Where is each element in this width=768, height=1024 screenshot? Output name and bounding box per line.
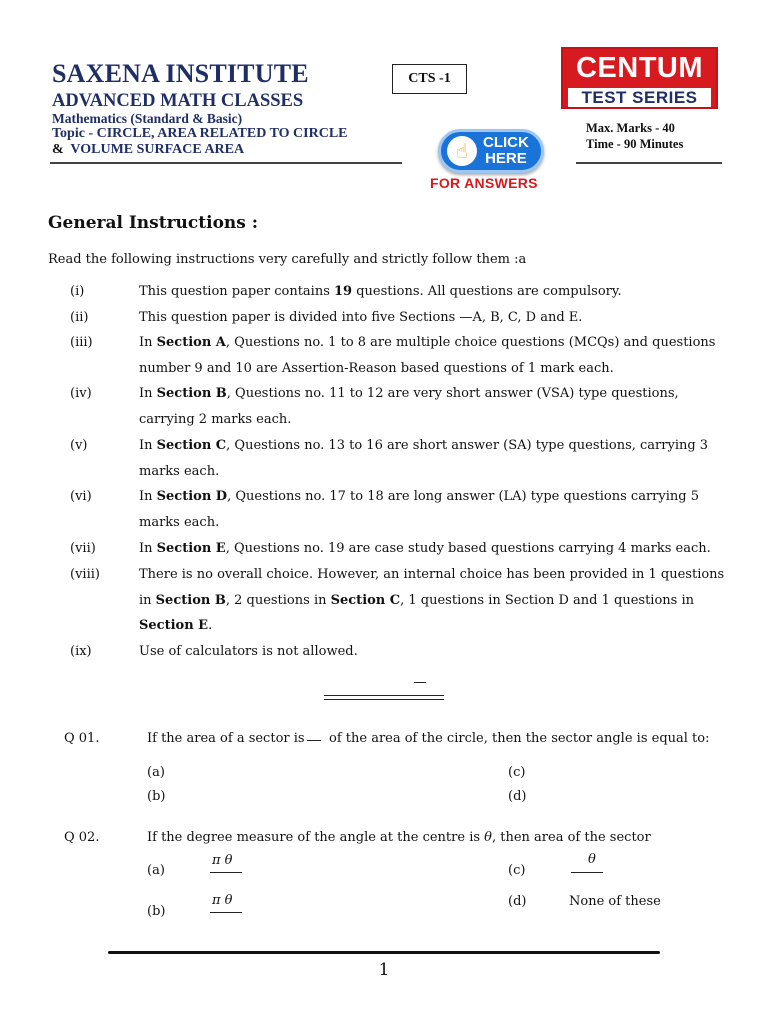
click-here-label bbox=[483, 135, 529, 167]
instruction-text-part: This question paper contains bbox=[139, 284, 334, 299]
institute-name: SAXENA INSTITUTE bbox=[52, 59, 309, 88]
instructions-intro: Read the following instructions very carefully and strictly follow them :a bbox=[48, 252, 527, 267]
option-c-label[interactable]: (c) bbox=[508, 765, 526, 780]
instruction-text-part: , Questions no. 1 to 8 are multiple choice questions (MCQs) and questions bbox=[225, 335, 716, 350]
fraction-bar bbox=[210, 912, 242, 913]
instruction-text-part: number 9 and 10 are Assertion-Reason based questions of 1 mark each. bbox=[139, 360, 614, 376]
click-here-button[interactable] bbox=[438, 129, 544, 173]
footer-divider bbox=[108, 951, 660, 954]
centum-logo bbox=[561, 47, 718, 109]
centum-logo-title: CENTUM bbox=[575, 52, 704, 84]
topic-line-2-text: VOLUME SURFACE AREA bbox=[70, 142, 245, 157]
instruction-number: (iv) bbox=[70, 386, 92, 401]
theta-symbol: θ bbox=[484, 830, 492, 845]
fraction-bar bbox=[571, 872, 603, 873]
option-d-label[interactable]: (d) bbox=[508, 894, 527, 909]
test-code-box: CTS -1 bbox=[392, 64, 467, 94]
instruction-number: (ii) bbox=[70, 310, 89, 325]
separator-dash bbox=[414, 682, 426, 683]
instruction-text bbox=[139, 536, 729, 562]
instruction-bold: Section E bbox=[156, 541, 226, 556]
instruction-bold: Section E bbox=[139, 618, 209, 634]
question-text-part: , then area of the sector bbox=[492, 830, 651, 845]
instruction-bold: Section C bbox=[156, 438, 227, 453]
question-number: Q 02. bbox=[64, 830, 100, 845]
instruction-text-part: , 2 questions in bbox=[225, 592, 331, 608]
instruction-text bbox=[139, 562, 729, 639]
option-d-text: None of these bbox=[569, 894, 661, 909]
time-limit: Time - 90 Minutes bbox=[586, 137, 684, 151]
for-answers-link[interactable]: FOR ANSWERS bbox=[430, 175, 538, 191]
instruction-text-part: In bbox=[139, 335, 157, 350]
instruction-text-part: In bbox=[139, 541, 157, 556]
option-c-label[interactable]: (c) bbox=[508, 863, 526, 878]
fraction-bar bbox=[210, 872, 242, 873]
subject-line: Mathematics (Standard & Basic) bbox=[52, 111, 243, 126]
instruction-text-part: . bbox=[208, 618, 213, 634]
instruction-text: This question paper is divided into five Sections —A, B, C, D and E. bbox=[139, 310, 583, 325]
question-text bbox=[147, 830, 651, 845]
question-text: If the area of a sector is bbox=[147, 731, 305, 746]
option-c-fraction: θ bbox=[588, 852, 596, 867]
instruction-text-part: questions. All questions are compulsory. bbox=[352, 284, 622, 299]
section-separator bbox=[324, 699, 444, 700]
instruction-number: (iii) bbox=[70, 335, 93, 350]
option-a-fraction: π θ bbox=[212, 853, 233, 868]
instruction-text bbox=[139, 381, 729, 432]
instruction-text bbox=[139, 433, 729, 484]
question-number: Q 01. bbox=[64, 731, 100, 746]
header-divider bbox=[50, 162, 402, 164]
option-b-label[interactable]: (b) bbox=[147, 789, 166, 804]
instruction-text bbox=[139, 330, 729, 381]
paper-header bbox=[48, 45, 720, 195]
instruction-text bbox=[139, 484, 729, 535]
instruction-text-part: In bbox=[139, 386, 157, 401]
instruction-number: (i) bbox=[70, 284, 85, 299]
instruction-number: (vii) bbox=[70, 541, 96, 556]
instruction-text-part: , Questions no. 19 are case study based questions carrying 4 marks each. bbox=[225, 541, 711, 556]
instruction-number: (v) bbox=[70, 438, 88, 453]
instruction-bold: Section A bbox=[156, 335, 226, 350]
question-text-part: If the degree measure of the angle at the centre is bbox=[147, 830, 481, 845]
institute-subtitle: ADVANCED MATH CLASSES bbox=[52, 91, 304, 111]
instructions-title: General Instructions : bbox=[48, 213, 259, 233]
max-marks: Max. Marks - 40 bbox=[586, 121, 675, 135]
instruction-bold: 19 bbox=[334, 284, 353, 299]
centum-logo-subtitle: TEST SERIES bbox=[568, 88, 711, 107]
here-label: HERE bbox=[485, 150, 527, 167]
instruction-text-part: There is no overall choice. However, an internal choice has been provided in 1 questions bbox=[139, 567, 725, 582]
instruction-bold: Section C bbox=[330, 592, 401, 608]
option-b-label[interactable]: (b) bbox=[147, 904, 166, 919]
instruction-text-part: , Questions no. 11 to 12 are very short answer (VSA) type questions, bbox=[226, 386, 679, 401]
option-a-label[interactable]: (a) bbox=[147, 765, 165, 780]
instruction-bold: Section D bbox=[156, 489, 228, 504]
topic-line-2 bbox=[52, 142, 244, 158]
option-a-label[interactable]: (a) bbox=[147, 863, 165, 878]
section-separator bbox=[324, 695, 444, 696]
instruction-text: Use of calculators is not allowed. bbox=[139, 644, 358, 659]
instruction-bold: Section B bbox=[156, 386, 227, 401]
marks-info bbox=[586, 120, 683, 152]
instruction-bold: Section B bbox=[155, 592, 226, 608]
instruction-text-part: , Questions no. 17 to 18 are long answer (LA) type questions carrying 5 bbox=[227, 489, 699, 504]
instruction-text bbox=[139, 279, 729, 305]
instruction-number: (ix) bbox=[70, 644, 92, 659]
option-d-label[interactable]: (d) bbox=[508, 789, 527, 804]
page-number: 1 bbox=[378, 960, 390, 980]
instruction-text-part: , 1 questions in Section D and 1 questions in bbox=[400, 592, 695, 608]
instruction-text-part: In bbox=[139, 438, 157, 453]
instruction-text-part: in bbox=[139, 592, 156, 608]
instruction-text-part: In bbox=[139, 489, 157, 504]
instruction-text-part: , Questions no. 13 to 16 are short answer (SA) type questions, carrying 3 bbox=[226, 438, 709, 453]
instruction-number: (vi) bbox=[70, 489, 92, 504]
topic-line: Topic - CIRCLE, AREA RELATED TO CIRCLE bbox=[52, 126, 348, 141]
topic-ampersand: & bbox=[52, 142, 64, 157]
instruction-text-part: carrying 2 marks each. bbox=[139, 411, 292, 427]
instruction-text-part: marks each. bbox=[139, 514, 220, 530]
click-label: CLICK bbox=[483, 134, 529, 151]
instruction-text-part: marks each. bbox=[139, 463, 220, 479]
fraction-bar bbox=[307, 740, 321, 741]
header-divider-right bbox=[576, 162, 722, 164]
pointing-hand-icon: ☝ bbox=[447, 136, 477, 166]
instruction-number: (viii) bbox=[70, 567, 100, 582]
question-text: of the area of the circle, then the sector angle is equal to: bbox=[329, 731, 710, 746]
option-b-fraction: π θ bbox=[212, 893, 233, 908]
